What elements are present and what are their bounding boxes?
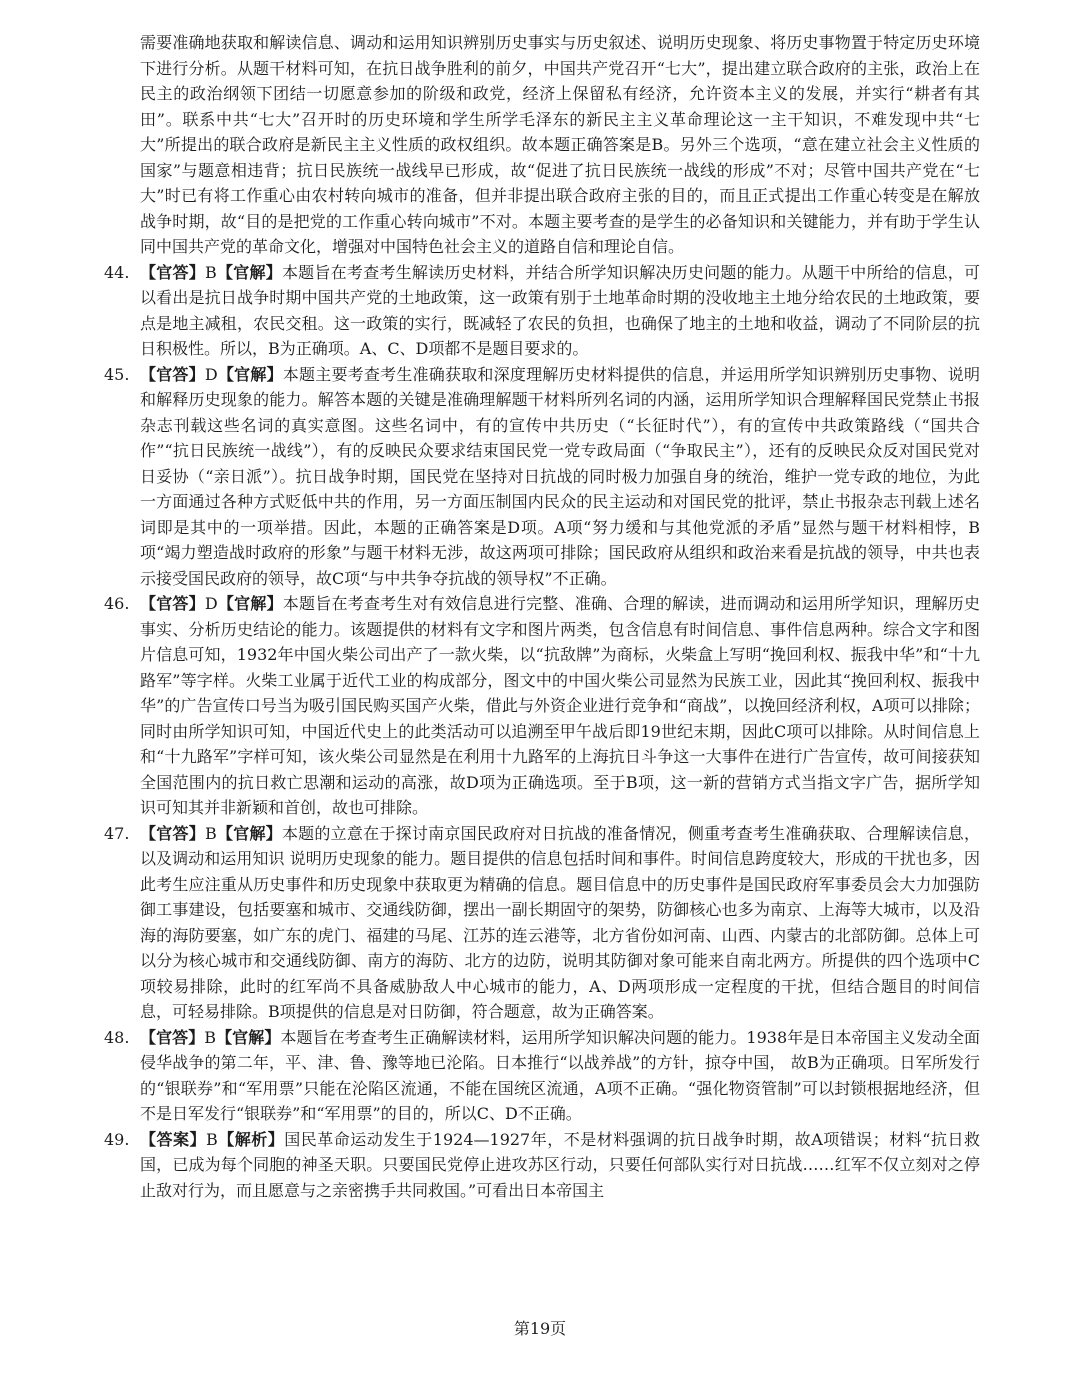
answer-tag: 【官答】 [140,262,205,282]
answer-tag: 【答案】 [140,1129,207,1149]
answer-item [104,260,980,362]
answer-item [104,1025,980,1127]
explanation-tag: 【解析】 [217,1129,285,1149]
explanation-text: 本题旨在考查考生正确解读材料，运用所学知识解决问题的能力。1938年是日本帝国主义发动全面侵华战争的第二年，平、津、鲁、豫等地已沦陷。日本推行“以战养战”的方针，掠夺中国， 故B为正确项。日军所发行的“银联券”和“军用票”只能在沦陷区流通，不能在国统区流通，A项不正确。“强化物资管制”可以封锁根据地经济，但不是日军发行“银联券”和“军用票”的目的，所以C、D不正确。 [140,1027,980,1123]
answer-letter: D [204,364,218,384]
question-number: 47. [104,823,130,843]
question-number: 45. [104,364,130,384]
answer-item [104,591,980,821]
question-number: 44. [104,262,130,282]
page-number: 第19页 [513,1319,567,1338]
answer-item [104,821,980,1025]
intro-paragraph: 需要准确地获取和解读信息、调动和运用知识辨别历史事实与历史叙述、说明历史现象、将历史事物置于特定历史环境下进行分析。从题干材料可知，在抗日战争胜利的前夕，中国共产党召开“七大”，提出建立联合政府的主张，政治上在民主的政治纲领下团结一切愿意参加的阶级和政党，经济上保留私有经济，允许资本主义的发展，并实行“耕者有其田”。联系中共“七大”召开时的历史环境和学生所学毛泽东的新民主主义革命理论这一主干知识，不难发现中共“七大”所提出的联合政府是新民主主义性质的政权组织。故本题正确答案是B。另外三个选项，“意在建立社会主义性质的国家”与题意相违背；抗日民族统一战线早已形成，故“促进了抗日民族统一战线的形成”不对；尽管中国共产党在“七大”时已有将工作重心由农村转向城市的准备，但并非提出联合政府主张的目的，而且正式提出工作重心转变是在解放战争时期，故“目的是把党的工作重心转向城市”不对。本题主要考查的是学生的必备知识和关键能力，并有助于学生认同中国共产党的革命文化，增强对中国特色社会主义的道路自信和理论自信。 [140,33,980,256]
explanation-text: 本题主要考查考生准确获取和深度理解历史材料提供的信息，并运用所学知识辨别历史事物、说明和解释历史现象的能力。解答本题的关键是准确理解题干材料所列名词的内涵，运用所学知识合理解释国民党禁止书报杂志刊载这些名词的真实意图。这些名词中，有的宣传中共历史（“长征时代”），有的宣传中共政策路线（“国共合作”“抗日民族统一战线”），有的反映民众要求结束国民党一党专政局面（“争取民主”），还有的反映民众反对国民党对日妥协（“亲日派”）。抗日战争时期，国民党在坚持对日抗战的同时极力加强自身的统治，维护一党专政的地位，为此一方面通过各种方式贬低中共的作用，另一方面压制国内民众的民主运动和对国民党的批评，禁止书报杂志刊载上述名词即是其中的一项举措。因此，本题的正确答案是D项。A项“努力缓和与其他党派的矛盾”显然与题干材料相悖，B项“竭力塑造战时政府的形象”与题干材料无涉，故这两项可排除；国民政府从组织和政治来看是抗战的领导，中共也表示接受国民政府的领导，故C项“与中共争夺抗战的领导权”不正确。 [140,364,980,588]
explanation-tag: 【官解】 [216,823,282,843]
answer-letter: B [204,823,217,843]
answer-item [104,362,980,592]
explanation-tag: 【官解】 [217,594,283,613]
answer-tag: 【官答】 [140,823,205,843]
answer-letter: B [206,1129,218,1149]
answer-tag: 【官答】 [140,1027,205,1047]
explanation-tag: 【官解】 [216,262,282,282]
answer-letter: D [204,594,218,613]
question-number: 49. [104,1129,130,1149]
answer-letter: B [204,262,217,282]
answer-tag: 【官答】 [140,594,205,613]
answer-letter: B [204,1027,217,1047]
explanation-tag: 【官解】 [216,1027,281,1047]
answer-tag: 【官答】 [140,364,205,384]
answer-list [104,260,980,1204]
explanation-tag: 【官解】 [217,364,283,384]
question-number: 48. [104,1027,130,1047]
explanation-text: 本题旨在考查考生对有效信息进行完整、准确、合理的解读，进而调动和运用所学知识，理解历史事实、分析历史结论的能力。该题提供的材料有文字和图片两类，包含信息有时间信息、事件信息两种。综合文字和图片信息可知，1932年中国火柴公司出产了一款火柴，以“抗敌牌”为商标，火柴盒上写明“挽回利权、振我中华”和“十九路军”等字样。火柴工业属于近代工业的构成部分，图文中的中国火柴公司显然为民族工业，因此其“挽回利权、振我中华”的广告宣传口号当为吸引国民购买国产火柴，借此与外资企业进行竞争和“商战”，以挽回经济利权，A项可以排除；同时由所学知识可知，中国近代史上的此类活动可以追溯至甲午战后即19世纪末期，因此C项可以排除。从时间信息上和“十九路军”字样可知，该火柴公司显然是在利用十九路军的上海抗日斗争这一大事件在进行广告宣传，故可间接获知全国范围内的抗日救亡思潮和运动的高涨，故D项为正确选项。至于B项，这一新的营销方式当指文字广告，据所学知识可知其并非新颖和首创，故也可排除。 [140,594,980,817]
explanation-text: 本题的立意在于探讨南京国民政府对日抗战的准备情况，侧重考查考生准确获取、合理解读信息，以及调动和运用知识 说明历史现象的能力。题目提供的信息包括时间和事件。时间信息跨度较大，形成的干扰也多，因此考生应注重从历史事件和历史现象中获取更为精确的信息。题目信息中的历史事件是国民政府军事委员会大力加强防御工事建设，包括要塞和城市、交通线防御，摆出一副长期固守的架势，防御核心也多为南京、上海等大城市，以及沿海的海防要塞，如广东的虎门、福建的马尾、江苏的连云港等，北方省份如河南、山西、内蒙古的北部防御。总体上可以分为核心城市和交通线防御、南方的海防、北方的边防，说明其防御对象可能来自南北两方。所提供的四个选项中C项较易排除，此时的红军尚不具备威胁敌人中心城市的能力，A、D两项形成一定程度的干扰，但结合题目的时间信息，可轻易排除。B项提供的信息是对日防御，符合题意，故为正确答案。 [140,823,980,1021]
explanation-text: 本题旨在考查考生解读历史材料，并结合所学知识解决历史问题的能力。从题干中所给的信息，可以看出是抗日战争时期中国共产党的土地政策，这一政策有别于土地革命时期的没收地主土地分给农民的土地政策，要点是地主减租，农民交租。这一政策的实行，既减轻了农民的负担，也确保了地主的土地和收益，调动了不同阶层的抗日积极性。所以，B为正确项。A、C、D项都不是题目要求的。 [140,262,980,358]
answer-item [104,1127,980,1204]
explanation-text: 国民革命运动发生于1924—1927年，不是材料强调的抗日战争时期，故A项错误；材料“抗日救国，已成为每个同胞的神圣天职。只要国民党停止进攻苏区行动，只要任何部队实行对日抗战……红军不仅立刻对之停止敌对行为，而且愿意与之亲密携手共同救国。”可看出日本帝国主 [140,1129,980,1200]
question-number: 46. [104,594,130,613]
